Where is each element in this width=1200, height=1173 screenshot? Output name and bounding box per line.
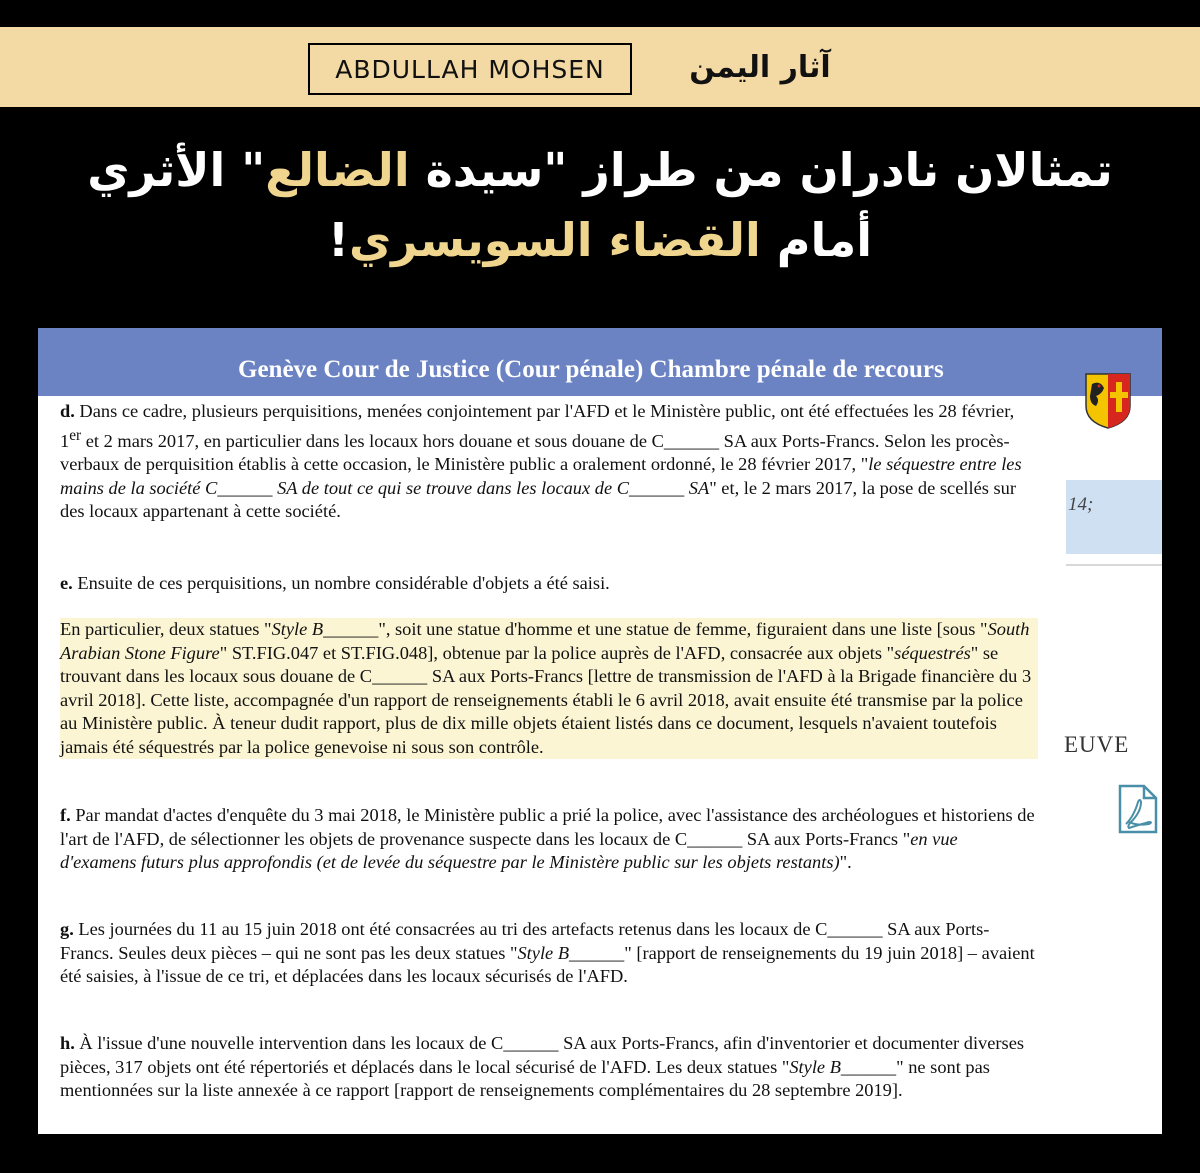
paragraph-text: Ensuite de ces perquisitions, un nombre considérable d'objets a été saisi.: [72, 573, 610, 593]
paragraph-text: " se trouvant dans les locaux sous douane de C______ SA aux Ports-Francs [lettre de transmission de l'AFD à la Brigade financière du 3 avril 2018]. Cette liste, accompagnée d'un rapport de renseignements établi le 6 avril 2018, avait ensuite été transmise par la police au Ministère public. À teneur dudit rapport, plus de dix mille objets étaient listés dans ce document, lesquels n'avaient toutefois jamais été séquestrés par la police genevoise ni sous son contrôle.: [60, 642, 1032, 757]
paragraph-text: À l'issue d'une nouvelle intervention dans les locaux de C______ SA aux Ports-Francs, afin d'inventorier et documenter diverses pièces, 317 objets ont été répertoriés et déplacés dans le local sécurisé de l'AFD. Les deux statues ": [60, 1033, 1025, 1077]
side-label: EUVE: [1064, 732, 1130, 757]
paragraph-text: " ST.FIG.047 et ST.FIG.048], obtenue par la police auprès de l'AFD, consacrée aux objets ": [219, 642, 895, 663]
document-title: Genève Cour de Justice (Cour pénale) Chambre pénale de recours: [238, 356, 944, 383]
paragraph-letter: g.: [60, 919, 74, 939]
paragraph-text: ", soit une statue d'homme et une statue de femme, figuraient dans une liste [sous ": [378, 619, 988, 639]
geneva-crest-icon: [1084, 372, 1132, 430]
quote-italic: en vue d'examens futurs plus approfondis (et de levée du séquestre par le Ministère public sur les objets restants): [60, 828, 958, 872]
paragraph-text: " [rapport de renseignements du 19 juin 2018] – avaient été saisies, à l'issue de ce tri, et déplacées dans les locaux sécurisés de l'AFD.: [60, 942, 1035, 986]
paragraph-d: [60, 400, 1038, 524]
paragraph-text: Par mandat d'actes d'enquête du 3 mai 2018, le Ministère public a prié la police, avec l'assistance des archéologues et historiens de l'art de l'AFD, de sélectionner les objets de provenance suspecte dans les locaux de C______ SA aux Ports-Francs ": [60, 805, 1035, 849]
paragraph-letter: d.: [60, 401, 75, 421]
headline-highlight: القضاء السويسري: [348, 213, 761, 267]
side-fragment: 14;: [1068, 494, 1094, 515]
paragraph-text: En particulier, deux statues ": [60, 619, 272, 639]
brand-title: آثار اليمن: [689, 49, 831, 85]
paragraph-letter: e.: [60, 573, 73, 593]
side-panel: [1066, 480, 1162, 554]
quote-italic: Style B______: [517, 942, 625, 963]
headline-highlight: الضالع: [265, 143, 410, 197]
document-body: [60, 400, 1038, 1128]
paragraph-letter: f.: [60, 805, 71, 825]
headline-text: !: [327, 213, 349, 267]
superscript: er: [69, 426, 82, 444]
paragraph-e-highlighted: [60, 618, 1038, 759]
paragraph-g: [60, 918, 1038, 989]
document-header: [38, 328, 1162, 396]
court-document: [38, 328, 1162, 1134]
headline-line-2: [40, 205, 1160, 275]
quote-italic: Style B______: [271, 619, 379, 639]
headline-text: " الأثري: [87, 143, 266, 197]
paragraph-text: Dans ce cadre, plusieurs perquisitions, menées conjointement par l'AFD et le Ministère public, ont été effectuées les 28 février, 1: [60, 401, 1015, 451]
paragraph-e: [60, 572, 1038, 596]
top-banner: [0, 27, 1200, 107]
quote-italic: South Arabian Stone Figure: [60, 619, 1030, 663]
headline-text: أمام: [760, 213, 873, 267]
divider: [1066, 564, 1162, 566]
quote-italic: séquestrés: [894, 642, 971, 663]
paragraph-f: [60, 804, 1038, 875]
paragraph-h: [60, 1032, 1038, 1103]
headline-line-1: [40, 135, 1160, 205]
headline: [40, 135, 1160, 275]
pdf-icon[interactable]: [1114, 784, 1160, 834]
author-name: ABDULLAH MOHSEN: [308, 43, 632, 95]
headline-text: تمثالان نادران من طراز "سيدة: [409, 143, 1113, 197]
paragraph-letter: h.: [60, 1033, 75, 1053]
paragraph-text: " et, le 2 mars 2017, la pose de scellés sur des locaux appartenant à cette société.: [60, 477, 1016, 522]
quote-italic: le séquestre entre les mains de la société C______ SA de tout ce qui se trouve dans les locaux de C______ SA: [60, 454, 1022, 498]
paragraph-text: " ne sont pas mentionnées sur la liste annexée à ce rapport [rapport de renseignements complémentaires du 28 septembre 2019].: [60, 1056, 990, 1100]
paragraph-text: Les journées du 11 au 15 juin 2018 ont été consacrées au tri des artefacts retenus dans les locaux de C______ SA aux Ports-Francs. Seules deux pièces – qui ne sont pas les deux statues ": [60, 919, 990, 963]
paragraph-text: et 2 mars 2017, en particulier dans les locaux hors douane et sous douane de C______ SA aux Ports-Francs. Selon les procès-verbaux de perquisition établis à cette occasion, le Ministère public a oralement ordonné, le 28 février 2017, ": [60, 430, 1010, 475]
quote-italic: Style B______: [789, 1056, 897, 1077]
paragraph-text: ".: [839, 852, 852, 872]
